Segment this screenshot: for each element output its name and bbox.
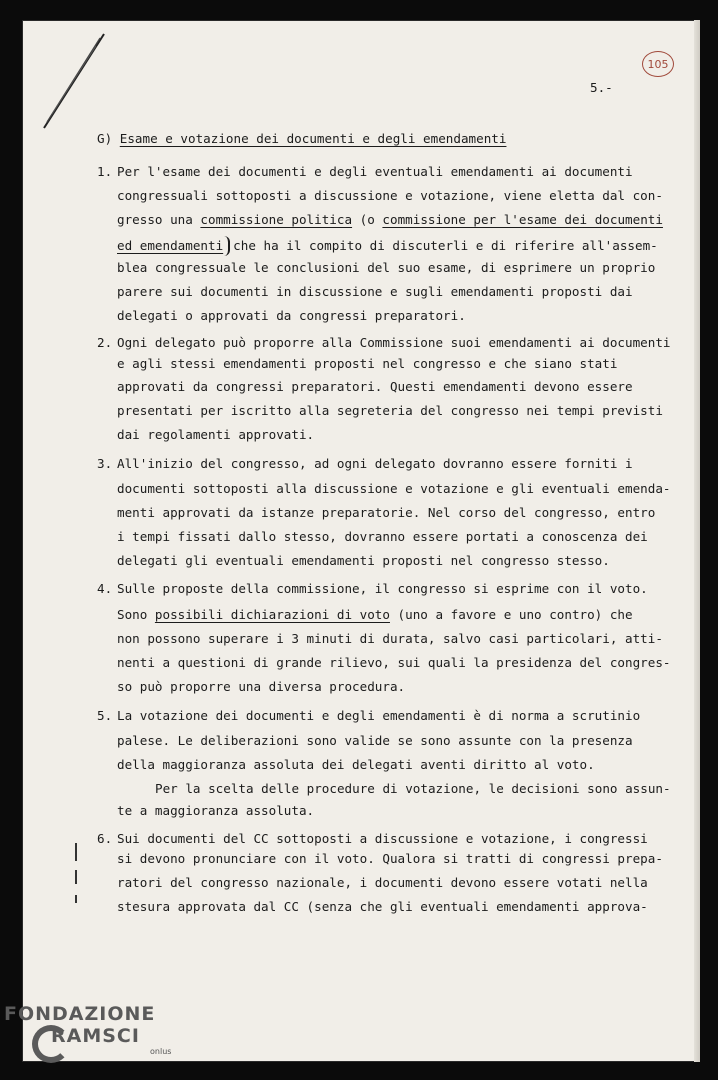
watermark-g-logo [32,1025,70,1063]
text-line: si devono pronunciare con il voto. Qualora si tratti di congressi prepa- [117,851,663,866]
heading-title: Esame e votazione dei documenti e degli emendamenti [119,131,507,146]
text-line: La votazione dei documenti e degli emendamenti è di norma a scrutinio [117,708,641,723]
item-number: 2. [97,335,113,350]
underlined-term: commissione politica [200,212,353,227]
underlined-term: commissione per l'esame dei documenti [382,212,663,227]
text-line: Sui documenti del CC sottoposti a discussione e votazione, i congressi [117,831,648,846]
text-line: non possono superare i 3 minuti di durata, salvo casi particolari, atti- [117,631,663,646]
underlined-term: ed emendamenti [117,238,224,253]
margin-pencil-mark [75,895,77,903]
text-line: Sono possibili dichiarazioni di voto (uno a favore e uno contro) che [117,607,633,622]
item-number: 1. [97,164,113,179]
text-line: ratori del congresso nazionale, i documenti devono essere votati nella [117,875,648,890]
text-line: Per l'esame dei documenti e degli eventuali emendamenti ai documenti [117,164,633,179]
text-line: documenti sottoposti alla discussione e votazione e gli eventuali emenda- [117,481,671,496]
text-line: All'inizio del congresso, ad ogni delegato dovranno essere forniti i [117,456,633,471]
underlined-term: possibili dichiarazioni di voto [154,607,390,622]
text-line: nenti a questioni di grande rilievo, sui quali la presidenza del congres- [117,655,671,670]
archive-watermark [4,1003,172,1056]
watermark-line: RAMSCI [51,1025,140,1047]
text-line: gresso una commissione politica (o commissione per l'esame dei documenti [117,212,663,227]
text-line: i tempi fissati dallo stesso, dovranno essere portati a conoscenza dei [117,529,648,544]
text-line: stesura approvata dal CC (senza che gli eventuali emendamenti approva- [117,899,648,914]
text-line: parere sui documenti in discussione e sugli emendamenti proposti dai [117,284,633,299]
text-line: e agli stessi emendamenti proposti nel congresso e che siano stati [117,356,618,371]
pen-slash-mark [38,30,108,135]
text-line: della maggioranza assoluta dei delegati aventi diritto al voto. [117,757,595,772]
text-line: Sulle proposte della commissione, il congresso si esprime con il voto. [117,581,648,596]
watermark-line: FONDAZIONE [4,1003,156,1025]
text-line: te a maggioranza assoluta. [117,803,315,818]
item-number: 6. [97,831,113,846]
text-line: so può proporre una diversa procedura. [117,679,406,694]
text-line: Per la scelta delle procedure di votazione, le decisioni sono assun- [155,781,671,796]
heading-label: G) [97,131,113,146]
handwritten-bracket [224,236,230,256]
watermark-line: onlus [150,1047,172,1056]
text-line: menti approvati da istanze preparatorie. Nel corso del congresso, entro [117,505,656,520]
text-line: delegati o approvati da congressi preparatori. [117,308,466,323]
item-number: 3. [97,456,113,471]
text-line: approvati da congressi preparatori. Questi emendamenti devono essere [117,379,633,394]
text-line: delegati gli eventuali emendamenti proposti nel congresso stesso. [117,553,610,568]
page-number: 5.- [590,80,613,95]
margin-pencil-mark [75,870,77,884]
section-heading [97,131,506,146]
text-line: blea congressuale le conclusioni del suo esame, di esprimere un proprio [117,260,656,275]
archive-stamp-number: 105 [642,51,674,77]
margin-pencil-mark [75,843,77,861]
text-line: Ogni delegato può proporre alla Commissione suoi emendamenti ai documenti [117,335,671,350]
text-line: ed emendamenti che ha il compito di discuterli e di riferire all'assem- [117,236,613,256]
text-line: presentati per iscritto alla segreteria del congresso nei tempi previsti [117,403,663,418]
item-number: 5. [97,708,113,723]
text-line: palese. Le deliberazioni sono valide se sono assunte con la presenza [117,733,633,748]
text-line: dai regolamenti approvati. [117,427,315,442]
text-line: congressuali sottoposti a discussione e votazione, viene eletta dal con- [117,188,663,203]
item-number: 4. [97,581,113,596]
